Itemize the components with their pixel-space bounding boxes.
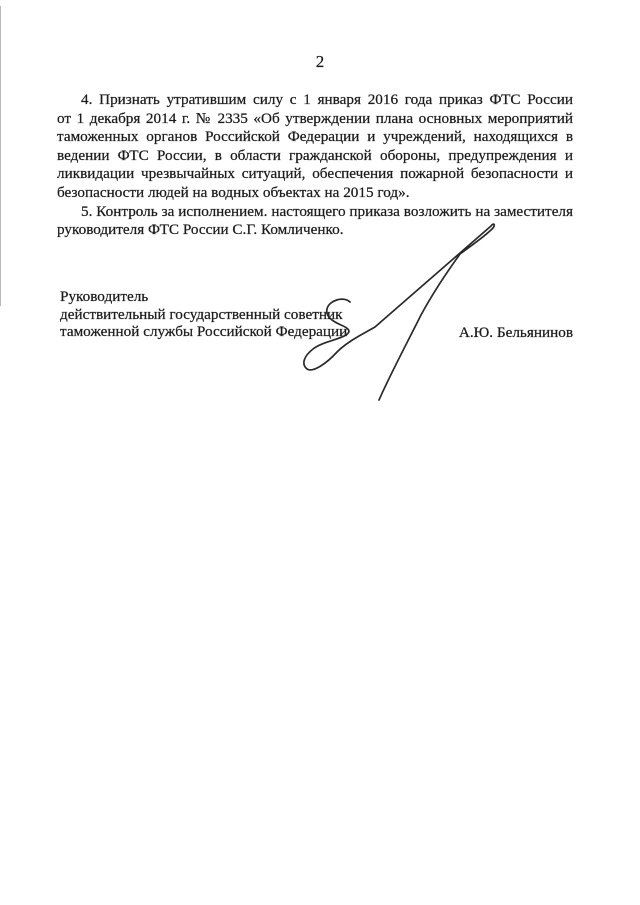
signatory-title-line: действительный государственный советник (60, 305, 343, 323)
paragraph-5 (57, 203, 573, 240)
page-number: 2 (315, 52, 325, 71)
text-line: 4. Признать утратившим силу с 1 января 2016 года приказ ФТС России (81, 91, 573, 108)
text-line: ведении ФТС России, в области гражданской обороны, предупреждения и (57, 146, 573, 164)
signature-block (60, 288, 347, 341)
text-line: руководителя ФТС России С.Г. Комличенко. (57, 221, 344, 239)
text-line: безопасности людей на водных объектах на 2015 год». (57, 183, 410, 201)
text-line: 5. Контроль за исполнением. настоящего приказа возложить на заместителя (81, 202, 573, 220)
signatory-title-line: Руководитель (60, 288, 149, 305)
signatory-title-line: таможенной службы Российской Федерации (60, 323, 348, 341)
signatory-name: А.Ю. Бельянинов (458, 324, 573, 341)
text-line: от 1 декабря 2014 г. № 2335 «Об утверждении плана основных мероприятий (57, 109, 573, 127)
text-line: ликвидации чрезвычайных ситуаций, обеспечения пожарной безопасности и (57, 165, 573, 183)
document-body (57, 91, 573, 240)
scan-edge-artifact (0, 6, 1, 306)
text-line: таможенных органов Российской Федерации и учреждений, находящихся в (57, 128, 573, 146)
paragraph-4 (57, 91, 573, 203)
